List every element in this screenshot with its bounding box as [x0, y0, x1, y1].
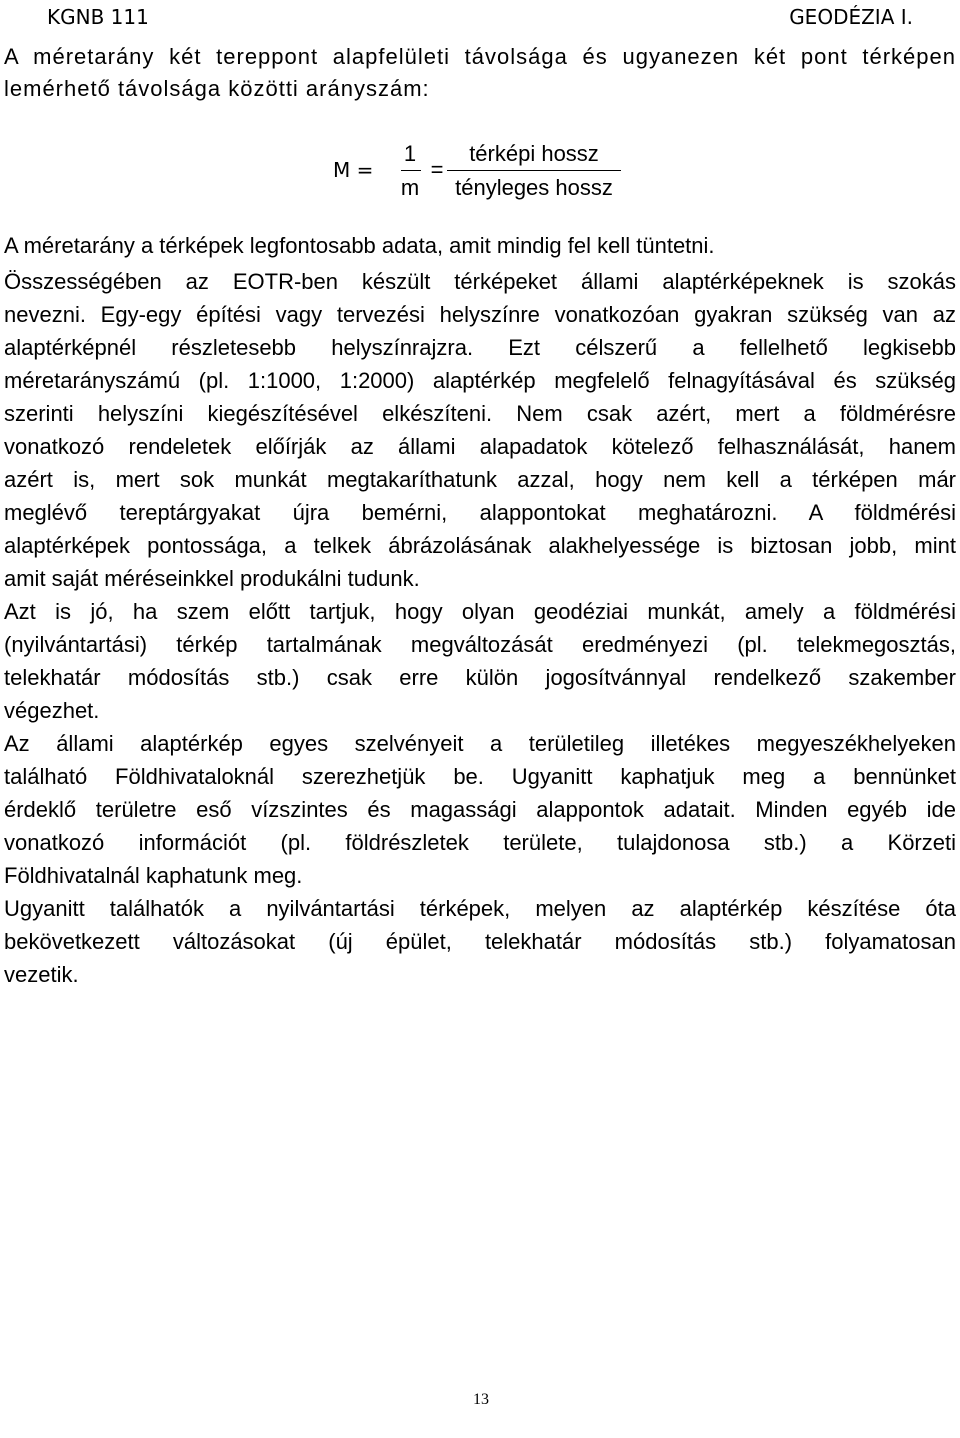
text-line: végezhet. [4, 697, 100, 723]
text-line: nevezni. Egy-egy építési vagy tervezési helyszínre vonatkozóan gyakran szükség van az [4, 301, 956, 327]
paragraph-base-maps [4, 265, 956, 595]
body-text [4, 265, 956, 991]
text-line: meglévő tereptárgyakat újra bemérni, alappontokat meghatározni. A földmérési [4, 499, 956, 525]
text-line: vonatkozó rendeletek előírják az állami alapadatok kötelező felhasználását, hanem [4, 433, 956, 459]
course-title: GEODÉZIA I. [789, 5, 913, 29]
intro-paragraph [4, 41, 956, 105]
text-line: vonatkozó információt (pl. földrészletek területe, tulajdonosa stb.) a Körzeti [4, 829, 956, 855]
text-line: lemérhető távolsága közötti arányszám: [4, 76, 430, 101]
paragraph-licensed-work [4, 595, 956, 727]
text-line: alaptérképnél részletesebb helyszínrajzra. Ezt célszerű a fellelhető legkisebb [4, 334, 956, 360]
text-line: Összességében az EOTR-ben készült térképeket állami alaptérképeknek is szokás [4, 268, 956, 294]
text-line: Az állami alaptérkép egyes szelvényeit a területileg illetékes megyeszékhelyeken [4, 730, 956, 756]
fraction-denominator: tényleges hossz [455, 175, 613, 200]
text-line: érdeklő területre eső vízszintes és magassági alappontok adatait. Minden egyéb ide [4, 796, 956, 822]
text-line: telekhatár módosítás stb.) csak erre külön jogosítvánnyal rendelkező szakember [4, 664, 956, 690]
equals-sign: = [430, 157, 444, 182]
text-line: (nyilvántartási) térkép tartalmának megváltozását eredményezi (pl. telekmegosztás, [4, 631, 956, 657]
fraction-numerator: 1 [403, 141, 417, 166]
text-line: azért is, mert sok munkát megtakaríthatunk azzal, hogy nem kell a térképen már [4, 466, 956, 492]
fraction-numerator: térképi hossz [469, 141, 599, 166]
paragraph-land-offices [4, 727, 956, 892]
text-line: bekövetkezett változásokat (új épület, telekhatár módosítás stb.) folyamatosan [4, 928, 956, 954]
fraction-bar [401, 170, 421, 171]
page-number: 13 [473, 1391, 489, 1408]
fraction-denominator: m [400, 175, 420, 200]
text-line: található Földhivataloknál szerezhetjük be. Ugyanitt kaphatjuk meg a bennünket [4, 763, 956, 789]
text-line: Azt is jó, ha szem előtt tartjuk, hogy olyan geodéziai munkát, amely a földmérési [4, 598, 956, 624]
text-line: vezetik. [4, 961, 79, 987]
text-line: szerinti helyszíni kiegészítésével elkészíteni. Nem csak azért, mert a földmérésre [4, 400, 956, 426]
page-header [47, 0, 913, 34]
text-line: Földhivatalnál kaphatunk meg. [4, 862, 303, 888]
paragraph-scale-importance [4, 229, 956, 262]
text-line: alaptérképek pontossága, a telkek ábrázolásának alakhelyessége is biztosan jobb, mint [4, 532, 956, 558]
text-line: A méretarány a térképek legfontosabb adata, amit mindig fel kell tüntetni. [4, 232, 715, 258]
fraction-bar [447, 170, 621, 171]
paragraph-registry-maps [4, 892, 956, 991]
formula-lhs: M = [333, 158, 374, 182]
text-line: amit saját méréseinkkel produkálni tudunk. [4, 565, 420, 591]
text-line: A méretarány két tereppont alapfelületi távolsága és ugyanezen két pont térképen [4, 44, 956, 69]
course-code: KGNB 111 [47, 5, 149, 29]
text-line: méretarányszámú (pl. 1:1000, 1:2000) alaptérkép megfelelő felnagyításával és szükség [4, 367, 956, 393]
text-line: Ugyanitt találhatók a nyilvántartási térképek, melyen az alaptérkép készítése óta [4, 895, 956, 921]
